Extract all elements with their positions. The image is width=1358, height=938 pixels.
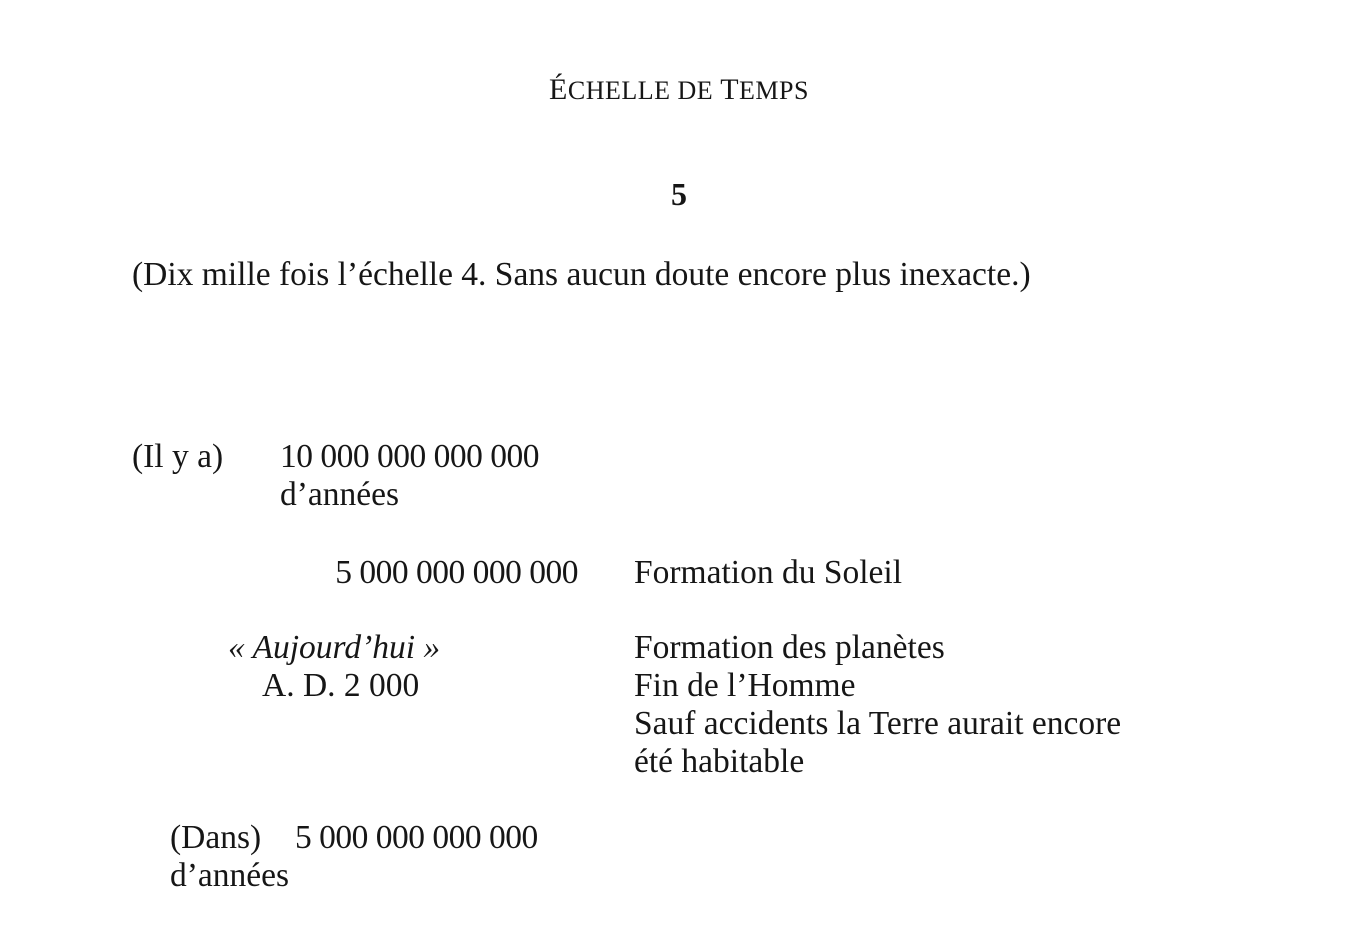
future-prefix: (Dans)	[170, 819, 262, 856]
running-head-text: CHELLE DE	[567, 76, 721, 105]
today-event-3: Sauf accidents la Terre aurait encore	[634, 705, 1122, 742]
running-head	[0, 75, 1358, 105]
today-event-1: Formation des planètes	[634, 629, 945, 666]
running-head-initial-2: T	[720, 73, 740, 106]
running-head-initial: É	[549, 73, 568, 106]
past-value: 10 000 000 000 000	[280, 438, 539, 475]
running-head-text-2: EMPS	[739, 76, 809, 105]
sun-event: Formation du Soleil	[634, 554, 902, 591]
past-prefix: (Il y a)	[132, 438, 224, 475]
today-label: « Aujourd’hui »	[228, 629, 441, 666]
today-event-2: Fin de l’Homme	[634, 667, 856, 704]
subtitle: (Dix mille fois l’échelle 4. Sans aucun doute encore plus inexacte.)	[132, 256, 1031, 293]
today-event-4: été habitable	[634, 743, 805, 780]
scale-number: 5	[671, 176, 687, 212]
past-unit: d’années	[280, 476, 400, 513]
future-unit: d’années	[170, 857, 290, 894]
today-date: A. D. 2 000	[262, 667, 420, 704]
future-value: 5 000 000 000 000	[295, 819, 538, 856]
sun-value: 5 000 000 000 000	[335, 554, 578, 591]
